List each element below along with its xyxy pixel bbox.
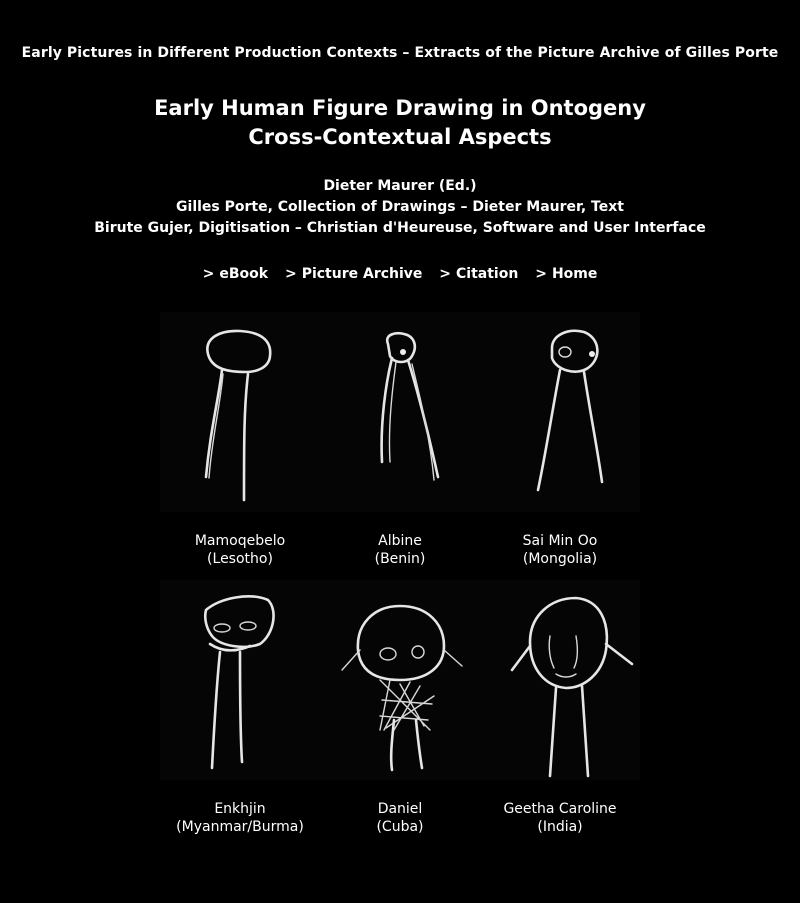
drawing-name: Geetha Caroline [503,801,617,817]
title-line-2: Cross-Contextual Aspects [248,125,552,149]
credits [0,176,800,239]
drawing-name: Daniel [377,801,423,817]
drawing-name: Enkhjin [214,801,266,817]
drawing-name: Albine [378,533,422,549]
drawing-card[interactable] [160,312,320,568]
child-drawing-image[interactable] [160,580,320,780]
nav-link-citation[interactable]: > Citation [439,266,519,282]
drawing-card[interactable] [480,312,640,568]
drawing-country: (Lesotho) [207,551,273,567]
drawing-card[interactable] [320,580,480,836]
drawing-card[interactable] [320,312,480,568]
drawing-card[interactable] [480,580,640,836]
drawing-caption [450,800,670,836]
nav-link-home[interactable]: > Home [535,266,598,282]
title-line-1: Early Human Figure Drawing in Ontogeny [154,96,646,120]
drawing-name: Sai Min Oo [522,533,598,549]
series-title: Early Pictures in Different Production Contexts – Extracts of the Picture Archive of Gilles Porte [21,45,779,61]
credits-line-2: Gilles Porte, Collection of Drawings – Dieter Maurer, Text [176,199,624,215]
drawing-caption [450,532,670,568]
nav-link-ebook[interactable]: > eBook [202,266,269,282]
credits-editor: Dieter Maurer (Ed.) [323,178,477,194]
drawing-country: (Cuba) [376,819,424,835]
page-title [0,94,800,152]
drawing-country: (Mongolia) [522,551,598,567]
nav-link-picture-archive[interactable]: > Picture Archive [284,266,423,282]
child-drawing-image[interactable] [480,312,640,512]
child-drawing-image[interactable] [160,312,320,512]
child-drawing-image[interactable] [480,580,640,780]
drawing-country: (Myanmar/Burma) [176,819,304,835]
child-drawing-image[interactable] [320,312,480,512]
child-drawing-image[interactable] [320,580,480,780]
drawing-card[interactable] [160,580,320,836]
credits-line-3: Birute Gujer, Digitisation – Christian d'Heureuse, Software and User Interface [94,220,706,236]
drawing-country: (India) [537,819,583,835]
main-nav [0,266,800,282]
drawing-name: Mamoqebelo [194,533,286,549]
drawing-country: (Benin) [374,551,426,567]
